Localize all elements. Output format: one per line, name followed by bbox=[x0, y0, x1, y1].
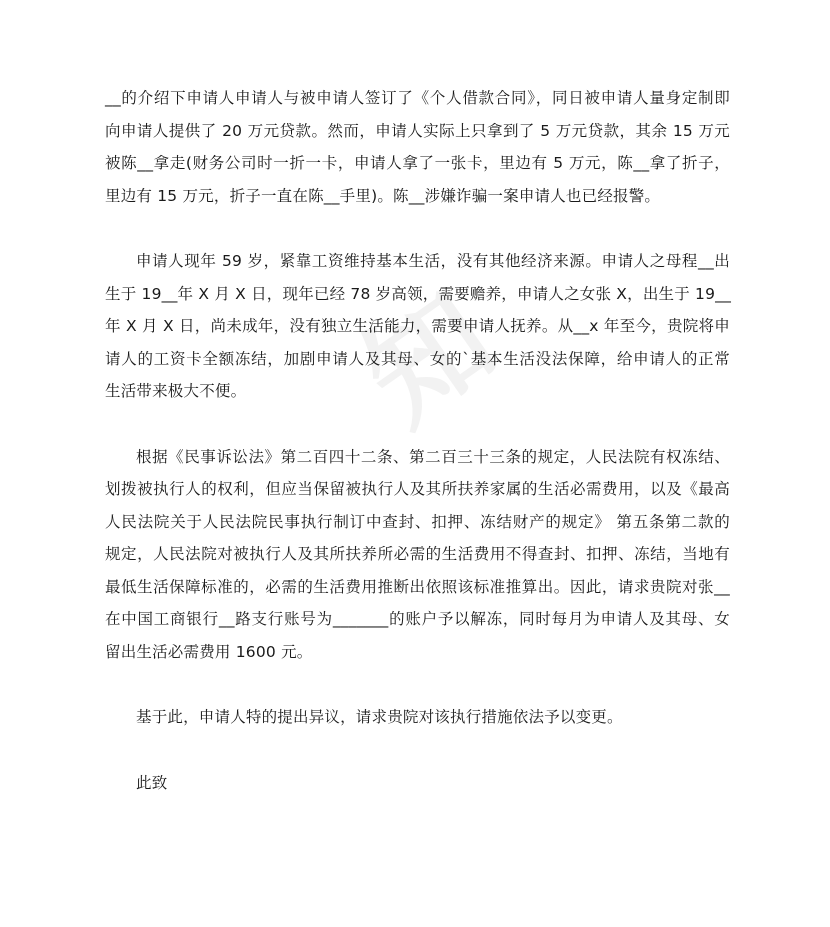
text-line: 留出生活必需费用 1600 元。 bbox=[105, 642, 313, 661]
document-body bbox=[105, 82, 730, 799]
text-line: 基于此，申请人特的提出异议，请求贵院对该执行措施依法予以变更。 bbox=[136, 708, 623, 726]
text-line: 被陈__拿走(财务公司时一折一卡，申请人拿了一张卡，里边有 5 万元，陈__拿了折子， bbox=[105, 154, 730, 172]
text-line: 生于 19__年 X 月 X 日，现年已经 78 岁高领，需要赡养，申请人之女张 X，出生于 19__ bbox=[105, 284, 732, 303]
paragraph-4 bbox=[105, 701, 730, 734]
text-line: 申请人现年 59 岁，紧靠工资维持基本生活，没有其他经济来源。申请人之母程__出 bbox=[136, 252, 730, 270]
paragraph-2 bbox=[105, 245, 730, 408]
closing-salutation bbox=[105, 767, 730, 800]
text-line: 向申请人提供了 20 万元贷款。然而，申请人实际上只拿到了 5 万元贷款，其余 15 万元 bbox=[105, 121, 730, 140]
paragraph-3 bbox=[105, 441, 730, 669]
text-line: 里边有 15 万元，折子一直在陈__手里)。陈__涉嫌诈骗一案申请人也已经报警。 bbox=[105, 186, 661, 205]
text-line: 规定，人民法院对被执行人及其所扶养所必需的生活费用不得查封、扣押、冻结，当地有 bbox=[105, 545, 730, 563]
text-line: 请人的工资卡全额冻结，加剧申请人及其母、女的`基本生活没法保障，给申请人的正常 bbox=[105, 349, 730, 368]
text-line: 年 X 月 X 日，尚未成年，没有独立生活能力，需要申请人抚养。从__x 年至今，贵院将申 bbox=[105, 317, 730, 335]
text-line: 人民法院关于人民法院民事执行制订中查封、扣押、冻结财产的规定》 第五条第二款的 bbox=[105, 512, 730, 531]
text-line: 划拨被执行人的权利，但应当保留被执行人及其所扶养家属的生活必需费用，以及《最高 bbox=[105, 480, 730, 498]
text-line: 最低生活保障标准的，必需的生活费用推断出依照该标准推算出。因此，请求贵院对张__ bbox=[105, 577, 730, 596]
text-line: __的介绍下申请人申请人与被申请人签订了《个人借款合同》，同日被申请人量身定制即 bbox=[105, 89, 730, 107]
text-line: 根据《民事诉讼法》第二百四十二条、第二百三十三条的规定，人民法院有权冻结、 bbox=[136, 447, 730, 466]
text-line: 此致 bbox=[136, 773, 168, 792]
watermark-text: 知 bbox=[340, 268, 519, 451]
text-line: 在中国工商银行__路支行账号为_______的账户予以解冻，同时每月为申请人及其母、女 bbox=[105, 610, 730, 628]
text-line: 生活带来极大不便。 bbox=[105, 382, 247, 400]
paragraph-1 bbox=[105, 82, 730, 212]
